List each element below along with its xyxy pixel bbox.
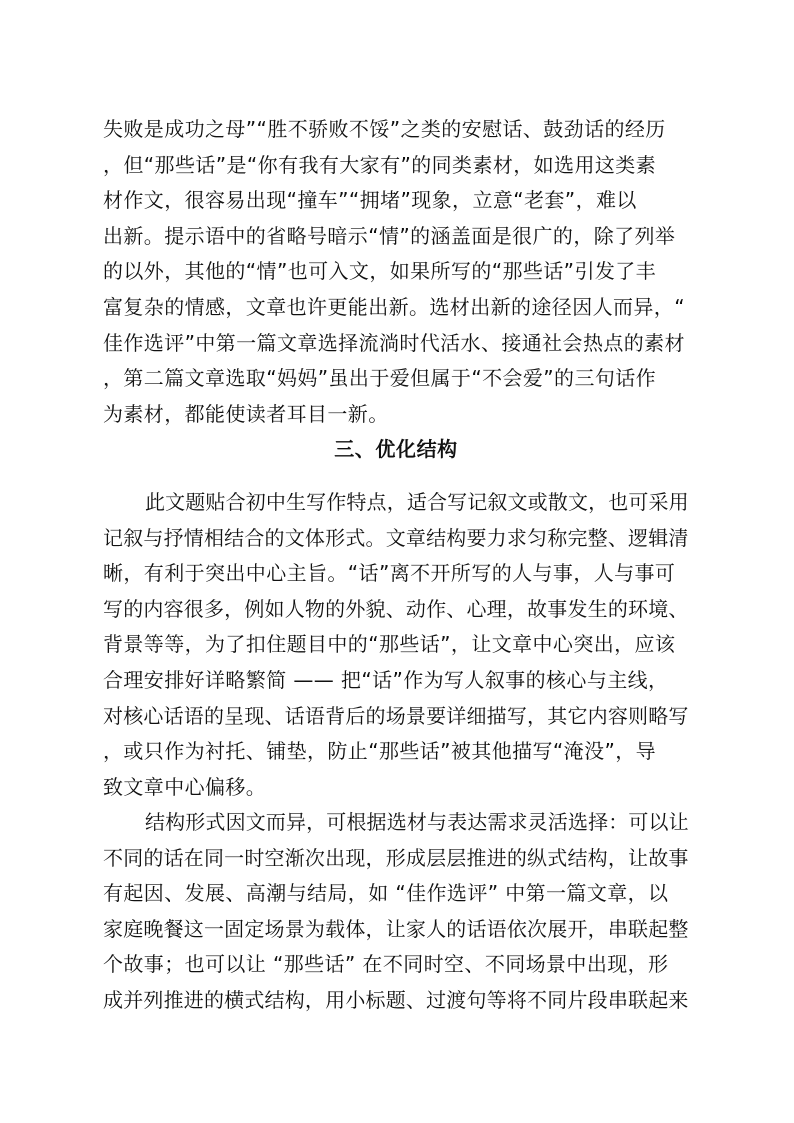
text-line: 记叙与抒情相结合的文体形式。文章结构要力求匀称完整、逻辑清 xyxy=(103,525,689,550)
text-line: 个故事；也可以让 “那些话” 在不同时空、不同场景中出现，形 xyxy=(103,952,669,977)
paragraph-2 xyxy=(103,485,689,805)
section-heading: 三、优化结构 xyxy=(334,437,458,461)
text-line: 失败是成功之母”“胜不骄败不馁”之类的安慰话、鼓劲话的经历 xyxy=(103,117,666,141)
text-line: 材作文，很容易出现“撞车”“拥堵”现象，立意“老套”，难以 xyxy=(103,188,637,213)
text-line: ，第二篇文章选取“妈妈”虽出于爱但属于“不会爱”的三句话作 xyxy=(103,366,657,391)
text-line: 结构形式因文而异，可根据选材与表达需求灵活选择：可以让 xyxy=(145,810,689,834)
text-line: 成并列推进的横式结构，用小标题、过渡句等将不同片段串联起来 xyxy=(103,987,689,1012)
text-line: 写的内容很多，例如人物的外貌、动作、心理，故事发生的环境、 xyxy=(103,596,689,621)
text-line: 家庭晚餐这一固定场景为载体，让家人的话语依次展开，串联起整 xyxy=(103,916,689,941)
text-line: 致文章中心偏移。 xyxy=(103,774,267,799)
text-line: ，但“那些话”是“你有我有大家有”的同类素材，如选用这类素 xyxy=(103,152,657,177)
text-line: 的以外，其他的“情”也可入文，如果所写的“那些话”引发了丰 xyxy=(103,259,657,284)
text-line: 对核心话语的呈现、话语背后的场景要详细描写，其它内容则略写 xyxy=(103,703,689,728)
text-line: 此文题贴合初中生写作特点，适合写记叙文或散文，也可采用 xyxy=(145,490,689,514)
text-line: 出新。提示语中的省略号暗示“情”的涵盖面是很广的，除了列举 xyxy=(103,223,676,248)
text-line: 不同的话在同一时空渐次出现，形成层层推进的纵式结构，让故事 xyxy=(103,845,689,870)
text-line: 富复杂的情感，文章也许更能出新。选材出新的途径因人而异，“ xyxy=(103,294,685,319)
text-line: 晰，有利于突出中心主旨。“话”离不开所写的人与事，人与事可 xyxy=(103,561,676,586)
text-line: 为素材，都能使读者耳目一新。 xyxy=(103,401,389,426)
paragraph-3 xyxy=(103,805,689,1019)
text-line: 有起因、发展、高潮与结局，如 “佳作选评” 中第一篇文章，以 xyxy=(103,881,669,906)
text-line: 背景等等，为了扣住题目中的“那些话”，让文章中心突出，应该 xyxy=(103,632,676,657)
text-line: ，或只作为衬托、铺垫，防止“那些话”被其他描写“淹没”，导 xyxy=(103,739,657,764)
paragraph-1 xyxy=(103,112,689,432)
text-line: 佳作选评”中第一篇文章选择流淌时代活水、接通社会热点的素材 xyxy=(103,330,685,355)
text-line: 合理安排好详略繁简 —— 把“话”作为写人叙事的核心与主线， xyxy=(103,667,669,692)
